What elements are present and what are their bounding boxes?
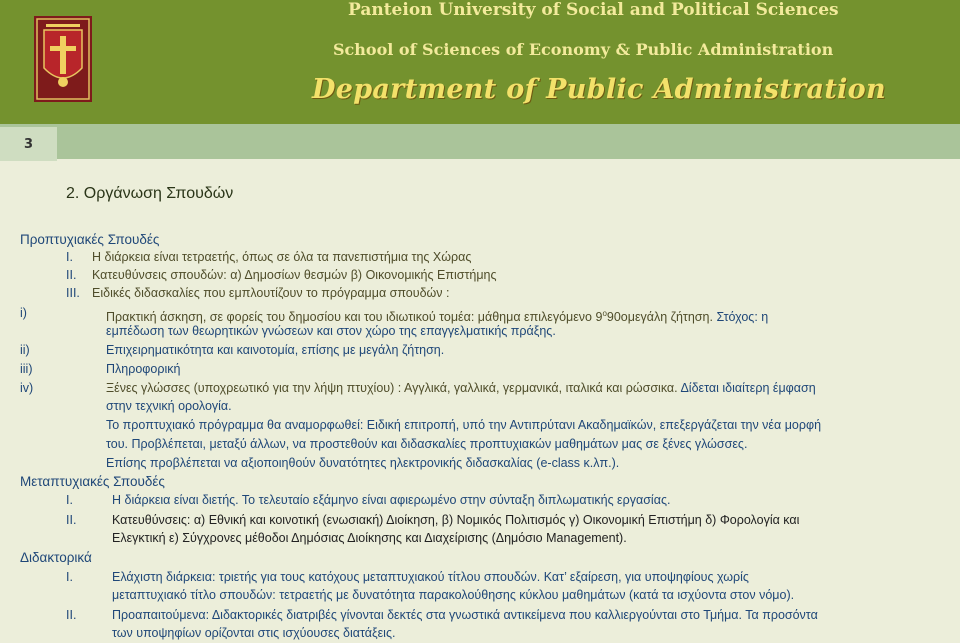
university-name: Panteion University of Social and Political Sciences: [348, 0, 839, 20]
doctoral-item-2-line1: Προαπαιτούμενα: Διδακτορικές διατριβές γίνονται δεκτές στα γνωστικά αντικείμενα που καλλιεργούνται στο Τμήμα. Τα προσόντα: [112, 608, 818, 622]
sub-iv-marker: iv): [20, 381, 34, 395]
sub-i-line1: Πρακτική άσκηση, σε φορείς του δημοσίου και του ιδιωτικού τομέα: μάθημα επιλεγόμενο $9^o90o\mu\varepsilon\gamma ά\lambda\eta$ ζήτηση. Στόχος: η: [106, 309, 769, 325]
reform-line-3: Επίσης προβλέπεται να αξιοποιηθούν δυνατότητες ηλεκτρονικής διδασκαλίας (e-class κ.λπ.).: [106, 456, 620, 470]
sub-iii-text: Πληροφορική: [106, 362, 181, 376]
sub-ii-text: Επιχειρηματικότητα και καινοτομία, επίσης με μεγάλη ζήτηση.: [106, 343, 445, 357]
doctoral-marker-2: II.: [66, 608, 77, 622]
undergrad-item-3: Ειδικές διδασκαλίες που εμπλουτίζουν το πρόγραμμα σπουδών :: [92, 286, 450, 300]
postgrad-item-2-line1: Κατευθύνσεις: α) Εθνική και κοινοτική (ενωσιακή) Διοίκηση, β) Νομικός Πολιτισμός γ) Οικονομική Επιστήμη δ) Φορολογία και: [112, 513, 800, 527]
reform-line-2: του. Προβλέπεται, μεταξύ άλλων, να προστεθούν και διδασκαλίες προπτυχιακών μαθημάτων μας σε ξένες γλώσσες.: [106, 437, 748, 451]
postgrad-item-1: Η διάρκεια είναι διετής. Το τελευταίο εξάμηνο είναι αφιερωμένο στην σύνταξη διπλωματικής εργασίας.: [112, 493, 671, 507]
sub-iii-marker: iii): [20, 362, 33, 376]
postgrad-marker-2: II.: [66, 513, 77, 527]
postgrad-heading: Μεταπτυχιακές Σπουδές: [20, 474, 165, 489]
undergrad-marker-2: II.: [66, 268, 77, 282]
sub-ii-marker: ii): [20, 343, 30, 357]
doctoral-item-1-line1: Ελάχιστη διάρκεια: τριετής για τους κατόχους μεταπτυχιακού τίτλου σπουδών. Κατ’ εξαίρεση, για υποψηφίους χωρίς: [112, 570, 749, 584]
school-name: School of Sciences of Economy & Public Administration: [333, 40, 834, 59]
doctoral-heading: Διδακτορικά: [20, 550, 92, 565]
doctoral-item-1-line2: μεταπτυχιακό τίτλο σπουδών: τετραετής με δυνατότητα παρακολούθησης κύκλου μαθημάτων (κατά τα ισχύοντα στον νόμο).: [112, 588, 795, 602]
undergrad-marker-3: III.: [66, 286, 80, 300]
postgrad-item-2-line2: Ελεγκτική ε) Σύγχρονες μέθοδοι Δημόσιας Διοίκησης και Διαχείρισης (Δημόσιο Management).: [112, 531, 627, 545]
reform-line-1: Το προπτυχιακό πρόγραμμα θα αναμορφωθεί: Ειδική επιτροπή, υπό την Αντιπρύτανι Ακαδημαϊκών, επεξεργάζεται την νέα μορφή: [106, 418, 822, 432]
sub-i-line2: εμπέδωση των θεωρητικών γνώσεων και στον χώρο της επαγγελματικής πράξης.: [106, 324, 556, 338]
slide-number: 3: [0, 127, 57, 161]
doctoral-item-2-line2: των υποψηφίων ορίζονται στις ισχύουσες διατάξεις.: [112, 626, 396, 640]
department-name: Department of Public Administration: [312, 74, 886, 105]
doctoral-marker-1: I.: [66, 570, 73, 584]
sub-iv-line2: στην τεχνική ορολογία.: [106, 399, 232, 413]
undergrad-heading: Προπτυχιακές Σπουδές: [20, 232, 160, 247]
sub-i-marker: i): [20, 306, 27, 320]
slide-title: 2. Οργάνωση Σπουδών: [66, 185, 234, 202]
undergrad-item-2: Κατευθύνσεις σπουδών: α) Δημοσίων θεσμών β) Οικονομικής Επιστήμης: [92, 268, 497, 282]
postgrad-marker-1: I.: [66, 493, 73, 507]
sub-iv-line1: Ξένες γλώσσες (υποχρεωτικό για την λήψη πτυχίου) : Αγγλικά, γαλλικά, γερμανικά, ιταλικά και ρώσσικα. Δίδεται ιδιαίτερη έμφαση: [106, 381, 816, 395]
undergrad-marker-1: I.: [66, 250, 73, 264]
undergrad-item-1: Η διάρκεια είναι τετραετής, όπως σε όλα τα πανεπιστήμια της Χώρας: [92, 250, 472, 264]
